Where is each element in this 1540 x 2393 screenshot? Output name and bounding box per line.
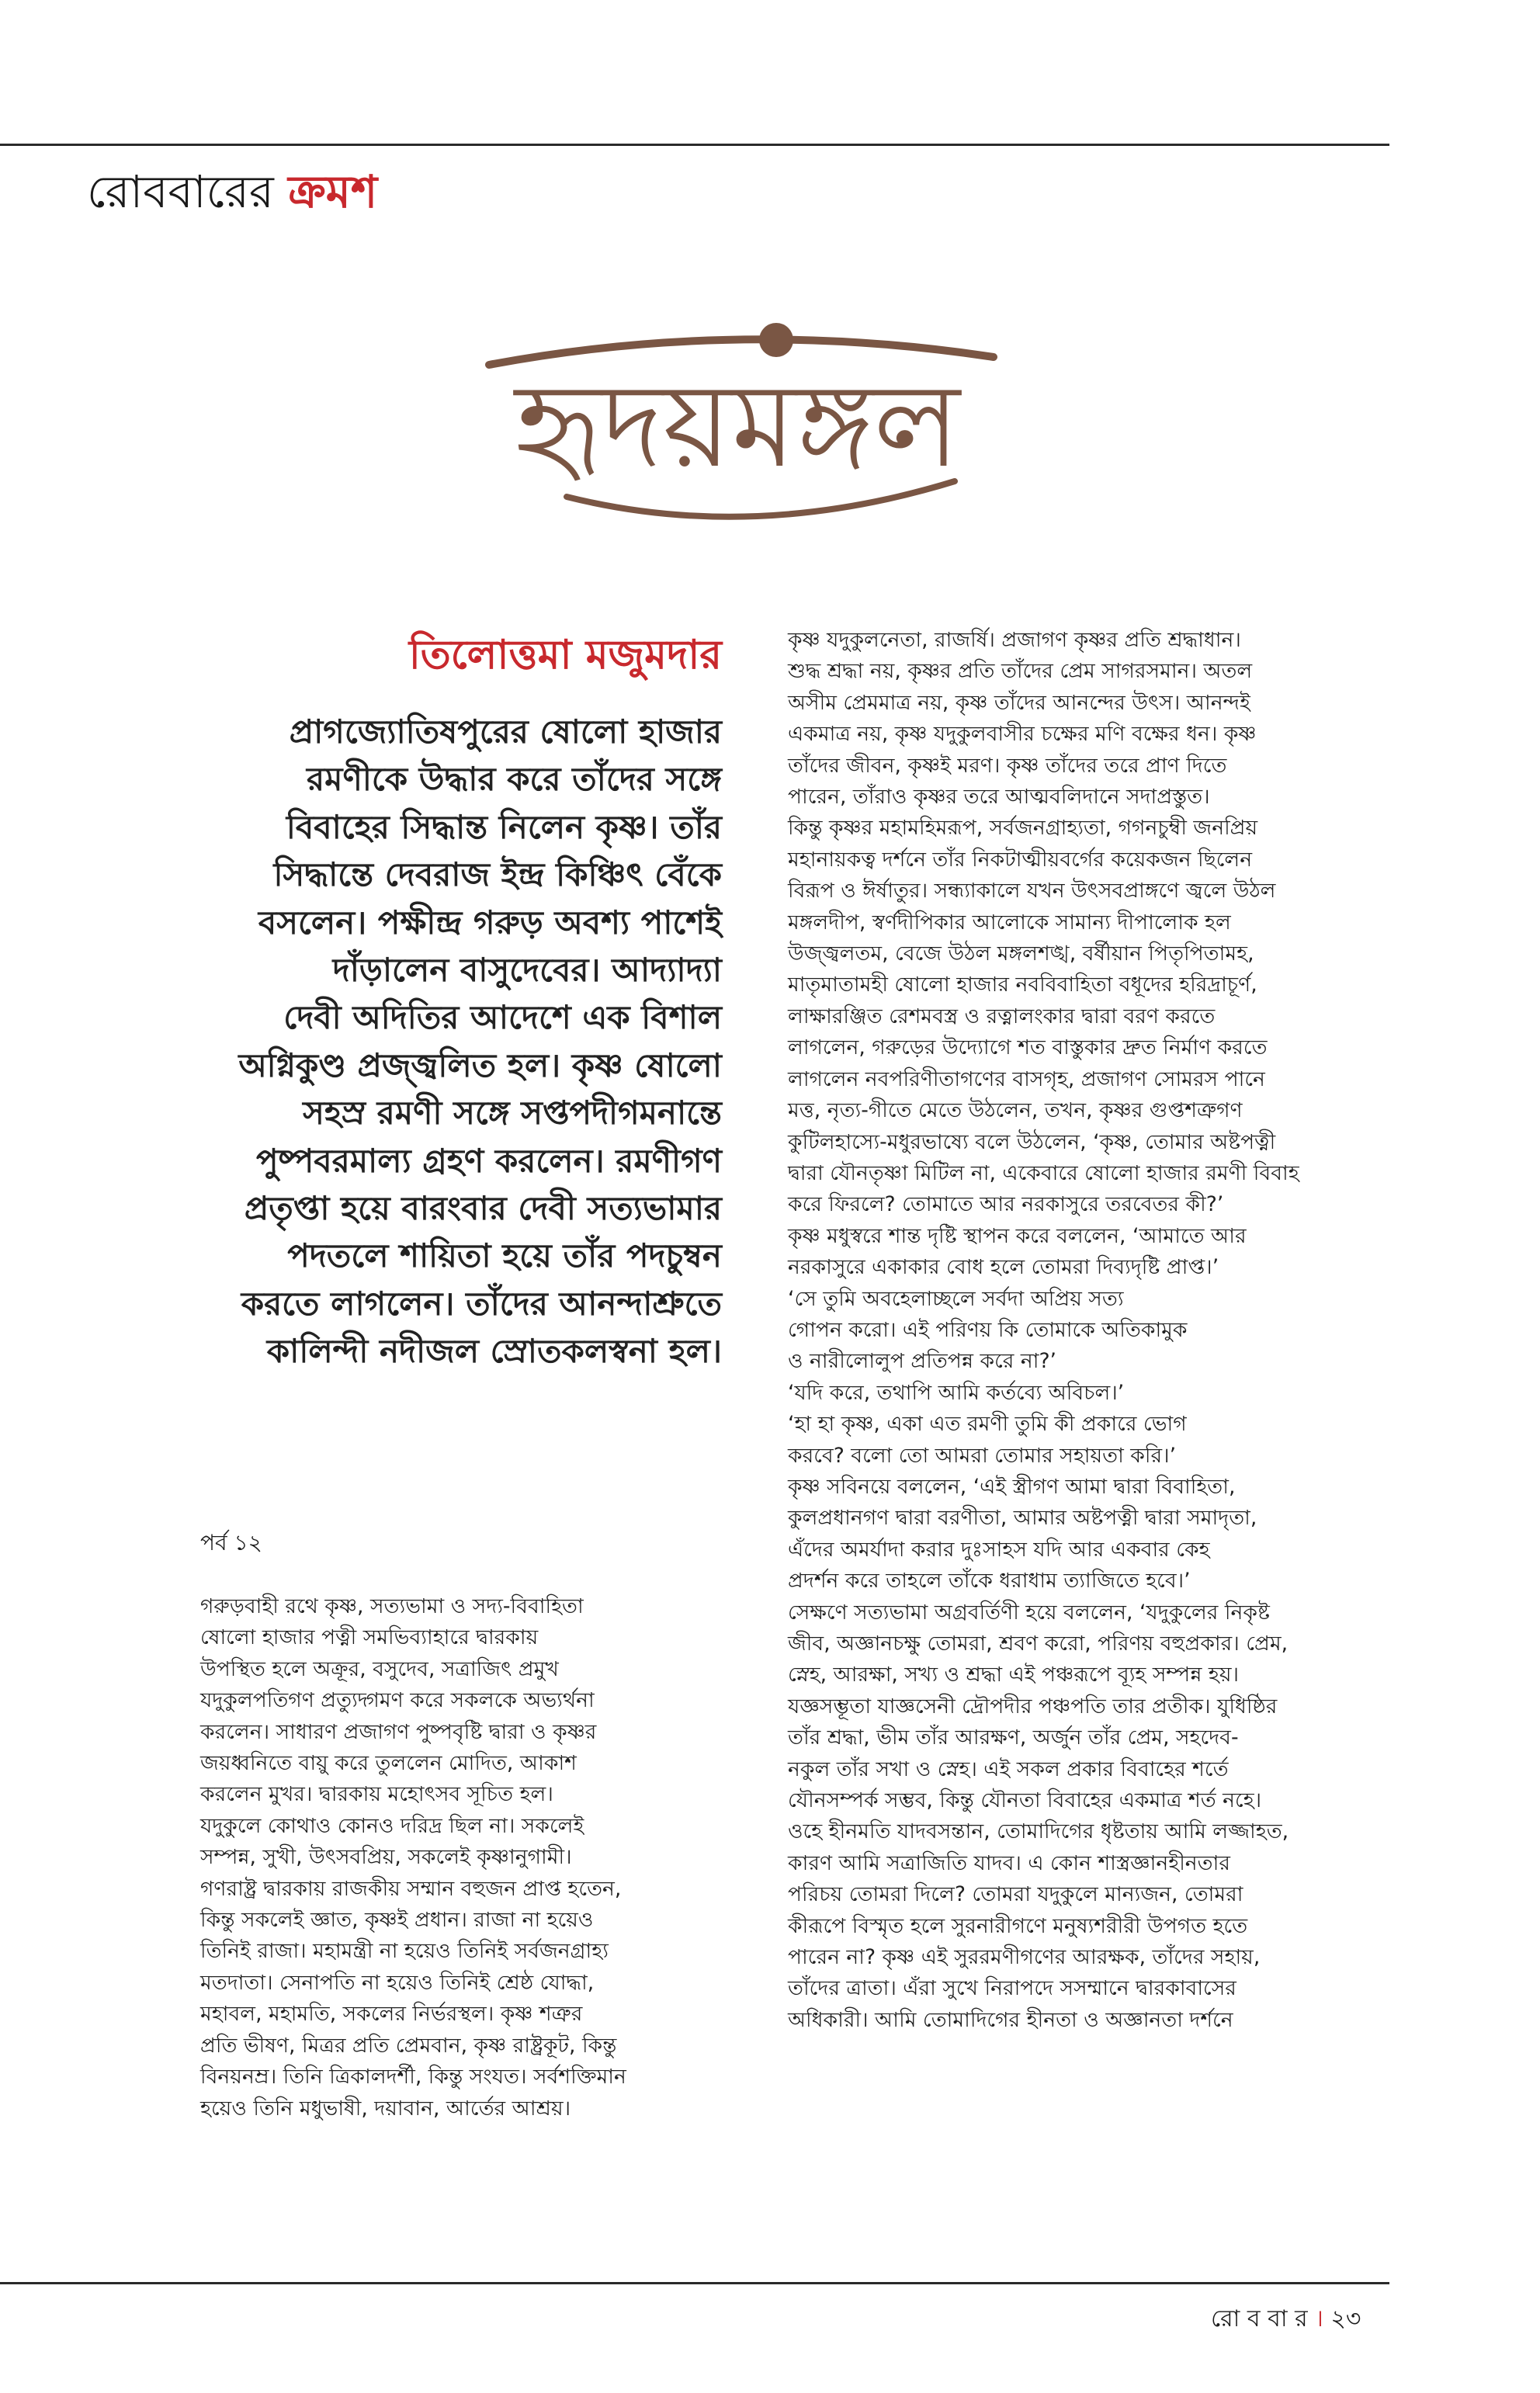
text-line: কৃষ্ণ সবিনয়ে বললেন, ‘এই স্ত্রীগণ আমা দ্বারা বিবাহিতা, [788,1474,1236,1499]
author-name: তিলোত্তমা মজুমদার [408,632,722,678]
masthead-title: হৃদয়মঙ্গল [515,359,960,494]
intro-paragraph [140,708,722,1375]
intro-line: বসলেন। পক্ষীন্দ্র গরুড় অবশ্য পাশেই [258,903,722,942]
text-line: তিনিই রাজা। মহামন্ত্রী না হয়েও তিনিই সর্বজনগ্রাহ্য [200,1939,609,1964]
intro-line: পদতলে শায়িতা হয়ে তাঁর পদচুম্বন [287,1236,722,1275]
folio-separator: । [1315,2305,1323,2332]
text-line: লাগলেন নবপরিণীতাগণের বাসগৃহ, প্রজাগণ সোমরস পানে [788,1066,1265,1091]
intro-line: দাঁড়ালেন বাসুদেবের। আদ্যাদ্যা [332,951,722,990]
episode-label: পর্ব ১২ [200,1530,262,1555]
intro-line: রমণীকে উদ্ধার করে তাঁদের সঙ্গে [307,760,722,799]
text-line: করে ফিরলে? তোমাতে আর নরকাসুরে তরবেতর কী?’ [788,1192,1224,1217]
text-line: ‘হা হা কৃষ্ণ, একা এত রমণী তুমি কী প্রকারে ভোগ [788,1412,1187,1437]
text-line: উজ্জ্বলতম, বেজে উঠল মঙ্গলশঙ্খ, বর্ষীয়ান পিতৃপিতামহ, [788,942,1254,966]
text-line: গরুড়বাহী রথে কৃষ্ণ, সত্যভামা ও সদ্য-বিবাহিতা [200,1594,584,1618]
text-line: একমাত্র নয়, কৃষ্ণ যদুকুলবাসীর চক্ষের মণি বক্ষের ধন। কৃষ্ণ [788,722,1257,747]
text-line: যৌনসম্পর্ক সম্ভব, কিন্তু যৌনতা বিবাহের একমাত্র শর্ত নহে। [788,1788,1262,1813]
text-line: মহানায়কত্ব দর্শনে তাঁর নিকটাত্মীয়বর্গের কয়েকজন ছিলেন [788,847,1253,872]
left-column [200,1591,728,2124]
page-folio [1211,2304,1361,2335]
text-line: করলেন মুখর। দ্বারকায় মহোৎসব সূচিত হল। [200,1782,553,1807]
text-line: ‘সে তুমি অবহেলাচ্ছলে সর্বদা অপ্রিয় সত্য [788,1286,1124,1311]
intro-line: দেবী অদিতির আদেশে এক বিশাল [283,998,722,1037]
text-line: ওহে হীনমতি যাদবসন্তান, তোমাদিগের ধৃষ্টতায় আমি লজ্জাহত, [788,1819,1289,1844]
section-label: রোববারের [87,165,274,218]
text-line: হয়েও তিনি মধুভাষী, দয়াবান, আর্তের আশ্রয়। [200,2096,571,2121]
text-line: কিন্তু কৃষ্ণর মহামহিমরূপ, সর্বজনগ্রাহ্যতা, গগনচুম্বী জনপ্রিয় [788,816,1258,841]
text-line: তাঁদের ত্রাতা। এঁরা সুখে নিরাপদে সসম্মানে দ্বারকাবাসের [788,1976,1237,2001]
text-line: তাঁর শ্রদ্ধা, ভীম তাঁর আরক্ষণ, অর্জুন তাঁর প্রেম, সহদেব- [788,1725,1239,1750]
text-line: প্রদর্শন করে তাহলে তাঁকে ধরাধাম ত্যাজিতে হবে।’ [788,1569,1191,1594]
right-column [788,625,1378,2036]
text-line: ষোলো হাজার পত্নী সমভিব্যাহারে দ্বারকায় [200,1625,539,1650]
text-line: যদুকুলপতিগণ প্রত্যুদ্গমণ করে সকলকে অভ্যর্থনা [200,1688,595,1713]
intro-line: অগ্নিকুণ্ড প্রজ্জ্বলিত হল। কৃষ্ণ ষোলো [238,1046,722,1084]
section-header [87,165,377,219]
intro-line: প্রতৃপ্তা হয়ে বারংবার দেবী সত্যভামার [244,1189,722,1228]
text-line: গণরাষ্ট্র দ্বারকায় রাজকীয় সম্মান বহুজন প্রাপ্ত হতেন, [200,1876,622,1901]
section-highlight: ক্রমশ [288,165,378,218]
text-line: লাক্ষারঞ্জিত রেশমবস্ত্র ও রত্নালংকার দ্বারা বরণ করতে [788,1004,1216,1028]
intro-line: পুষ্পবরমাল্য গ্রহণ করলেন। রমণীগণ [256,1141,722,1180]
text-line: মহাবল, মহামতি, সকলের নির্ভরস্থল। কৃষ্ণ শত্রুর [200,2002,583,2027]
text-line: পরিচয় তোমরা দিলে? তোমরা যদুকুলে মান্যজন, তোমরা [788,1882,1243,1907]
text-line: পারেন, তাঁরাও কৃষ্ণর তরে আত্মবলিদানে সদাপ্রস্তুত। [788,785,1210,810]
text-line: দ্বারা যৌনতৃষ্ণা মিটিল না, একেবারে ষোলো হাজার রমণী বিবাহ [788,1160,1299,1185]
text-line: উপস্থিত হলে অক্রূর, বসুদেব, সত্রাজিৎ প্রমুখ [200,1656,559,1681]
text-line: নকুল তাঁর সখা ও স্নেহ। এই সকল প্রকার বিবাহের শর্তে [788,1757,1229,1781]
text-line: কীরূপে বিস্মৃত হলে সুরনারীগণে মনুষ্যশরীরী উপগত হতে [788,1913,1248,1938]
text-line: করবে? বলো তো আমরা তোমার সহায়তা করি।’ [788,1443,1177,1468]
text-line: যদুকুলে কোথাও কোনও দরিদ্র ছিল না। সকলেই [200,1813,584,1838]
text-line: শুদ্ধ শ্রদ্ধা নয়, কৃষ্ণর প্রতি তাঁদের প্রেম সাগরসমান। অতল [788,659,1253,684]
text-line: গোপন করো। এই পরিণয় কি তোমাকে অতিকামুক [788,1317,1188,1342]
text-line: বিরূপ ও ঈর্ষাতুর। সন্ধ্যাকালে যখন উৎসবপ্রাঙ্গণে জ্বলে উঠল [788,879,1276,903]
intro-line: সিদ্ধান্তে দেবরাজ ইন্দ্র কিঞ্চিৎ বেঁকে [273,855,722,894]
masthead-logo [458,310,1017,543]
text-line: বিনয়নম্র। তিনি ত্রিকালদর্শী, কিন্তু সংযত। সর্বশক্তিমান [200,2065,626,2090]
text-line: কুটিলহাস্যে-মধুরভাষ্যে বলে উঠলেন, ‘কৃষ্ণ, তোমার অষ্টপত্নী [788,1129,1276,1154]
text-line: কৃষ্ণ যদুকুলনেতা, রাজর্ষি। প্রজাগণ কৃষ্ণর প্রতি শ্রদ্ধাধান। [788,628,1241,652]
text-line: স্নেহ, আরক্ষা, সখ্য ও শ্রদ্ধা এই পঞ্চরূপে ব্যূহ সম্পন্ন হয়। [788,1663,1240,1687]
text-line: অধিকারী। আমি তোমাদিগের হীনতা ও অজ্ঞানতা দর্শনে [788,2007,1233,2032]
text-line: সেক্ষণে সত্যভামা অগ্রবর্তিণী হয়ে বললেন, ‘যদুকুলের নিকৃষ্ট [788,1600,1270,1625]
text-line: এঁদের অমর্যাদা করার দুঃসাহস যদি আর একবার কেহ [788,1537,1210,1562]
text-line: মত্ত, নৃত্য-গীতে মেতে উঠলেন, তখন, কৃষ্ণর গুপ্তশত্রুগণ [788,1098,1243,1123]
text-line: কুলপ্রধানগণ দ্বারা বরণীতা, আমার অষ্টপত্নী দ্বারা সমাদৃতা, [788,1506,1257,1531]
text-line: পারেন না? কৃষ্ণ এই সুররমণীগণের আরক্ষক, তাঁদের সহায়, [788,1945,1261,1970]
text-line: লাগলেন, গরুড়ের উদ্যোগে শত বাস্তুকার দ্রুত নির্মাণ করতে [788,1035,1268,1060]
bottom-rule [0,2282,1389,2284]
text-line: যজ্ঞসম্ভূতা যাজ্ঞসেনী দ্রৌপদীর পঞ্চপতি তার প্রতীক। যুধিষ্ঠির [788,1694,1278,1718]
text-line: মতদাতা। সেনাপতি না হয়েও তিনিই শ্রেষ্ঠ যোদ্ধা, [200,1970,595,1995]
text-line: কৃষ্ণ মধুস্বরে শান্ত দৃষ্টি স্থাপন করে বললেন, ‘আমাতে আর [788,1223,1247,1248]
intro-line: কালিন্দী নদীজল স্রোতকলস্বনা হল। [266,1332,722,1371]
text-line: কিন্তু সকলেই জ্ঞাত, কৃষ্ণই প্রধান। রাজা না হয়েও [200,1908,594,1933]
page-number: ২৩ [1330,2305,1361,2332]
text-line: ও নারীলোলুপ প্রতিপন্ন করে না?’ [788,1349,1057,1374]
text-line: জয়ধ্বনিতে বায়ু করে তুললেন মোদিত, আকাশ [200,1751,577,1776]
intro-line: প্রাগজ্যোতিষপুরের ষোলো হাজার [289,713,722,751]
text-line: নরকাসুরে একাকার বোধ হলে তোমরা দিব্যদৃষ্টি প্রাপ্ত।’ [788,1255,1219,1280]
text-line: জীব, অজ্ঞানচক্ষু তোমরা, শ্রবণ করো, পরিণয় বহুপ্রকার। প্রেম, [788,1632,1289,1656]
intro-line: সহস্র রমণী সঙ্গে সপ্তপদীগমনান্তে [303,1094,722,1132]
text-line: সম্পন্ন, সুখী, উৎসবপ্রিয়, সকলেই কৃষ্ণানুগামী। [200,1845,572,1870]
text-line: তাঁদের জীবন, কৃষ্ণই মরণ। কৃষ্ণ তাঁদের তরে প্রাণ দিতে [788,753,1227,778]
text-line: মঙ্গলদীপ, স্বর্ণদীপিকার আলোকে সামান্য দীপালোক হল [788,910,1231,935]
text-line: মাতৃমাতামহী ষোলো হাজার নববিবাহিতা বধূদের হরিদ্রাচূর্ণ, [788,973,1257,997]
intro-line: করতে লাগলেন। তাঁদের আনন্দাশ্রুতে [241,1284,722,1323]
text-line: ‘যদি করে, তথাপি আমি কর্তব্যে অবিচল।’ [788,1380,1125,1405]
top-rule [0,144,1389,146]
text-line: অসীম প্রেমমাত্র নয়, কৃষ্ণ তাঁদের আনন্দের উৎস। আনন্দই [788,690,1250,715]
intro-line: বিবাহের সিদ্ধান্ত নিলেন কৃষ্ণ। তাঁর [286,807,722,846]
text-line: প্রতি ভীষণ, মিত্রর প্রতি প্রেমবান, কৃষ্ণ রাষ্ট্রকূট, কিন্তু [200,2033,617,2058]
text-line: কারণ আমি সত্রাজিতি যাদব। এ কোন শাস্ত্রজ্ঞানহীনতার [788,1850,1230,1875]
text-line: করলেন। সাধারণ প্রজাগণ পুষ্পবৃষ্টি দ্বারা ও কৃষ্ণর [200,1719,597,1744]
magazine-name: রো ব বা র [1211,2305,1308,2332]
